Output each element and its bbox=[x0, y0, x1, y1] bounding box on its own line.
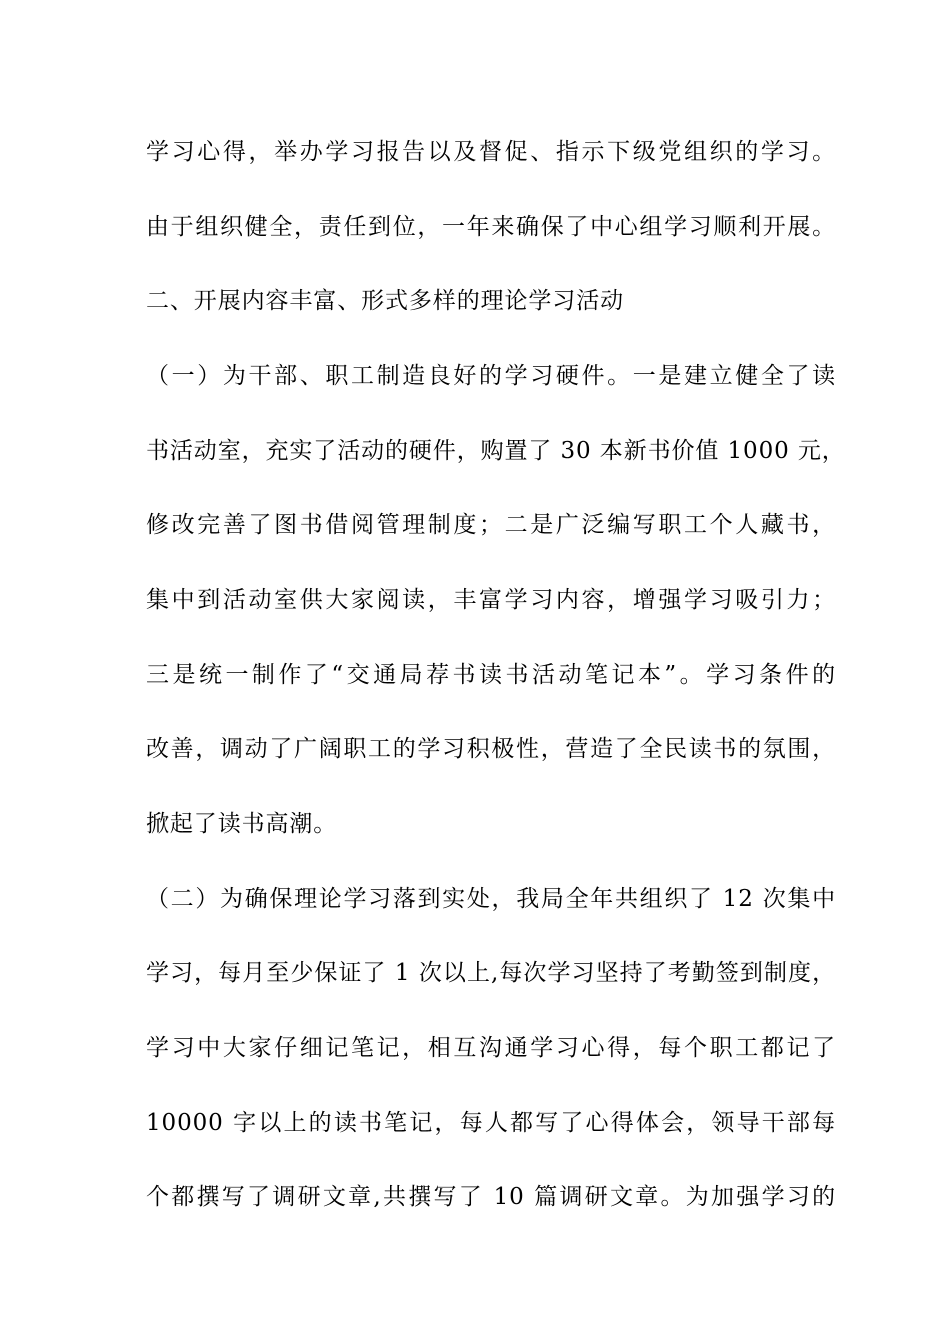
text-line-9: 改善，调动了广阔职工的学习积极性，营造了全民读书的氛围， bbox=[146, 736, 836, 762]
text-line-7: 集中到活动室供大家阅读，丰富学习内容，增强学习吸引力； bbox=[146, 587, 836, 613]
text-line-8: 三是统一制作了“交通局荐书读书活动笔记本”。学习条件的 bbox=[146, 662, 836, 688]
text-line-13: 学习中大家仔细记笔记，相互沟通学习心得，每个职工都记了 bbox=[146, 1035, 836, 1061]
text-line-2: 由于组织健全，责任到位，一年来确保了中心组学习顺利开展。 bbox=[146, 214, 836, 240]
text-line-12: 学习，每月至少保证了 1 次以上,每次学习坚持了考勤签到制度， bbox=[146, 960, 836, 986]
text-line-1: 学习心得，举办学习报告以及督促、指示下级党组织的学习。 bbox=[146, 139, 836, 165]
text-line-5: 书活动室，充实了活动的硬件，购置了 30 本新书价值 1000 元， bbox=[146, 438, 846, 464]
text-line-14: 10000 字以上的读书笔记，每人都写了心得体会，领导干部每 bbox=[146, 1110, 836, 1136]
section-heading: 二、开展内容丰富、形式多样的理论学习活动 bbox=[146, 288, 624, 314]
text-line-4: （一）为干部、职工制造良好的学习硬件。一是建立健全了读 bbox=[146, 363, 836, 389]
text-line-15: 个都撰写了调研文章,共撰写了 10 篇调研文章。为加强学习的 bbox=[146, 1184, 836, 1210]
text-line-11: （二）为确保理论学习落到实处，我局全年共组织了 12 次集中 bbox=[146, 886, 836, 912]
text-line-6: 修改完善了图书借阅管理制度；二是广泛编写职工个人藏书， bbox=[146, 512, 836, 538]
text-line-10: 掀起了读书高潮。 bbox=[146, 811, 338, 837]
